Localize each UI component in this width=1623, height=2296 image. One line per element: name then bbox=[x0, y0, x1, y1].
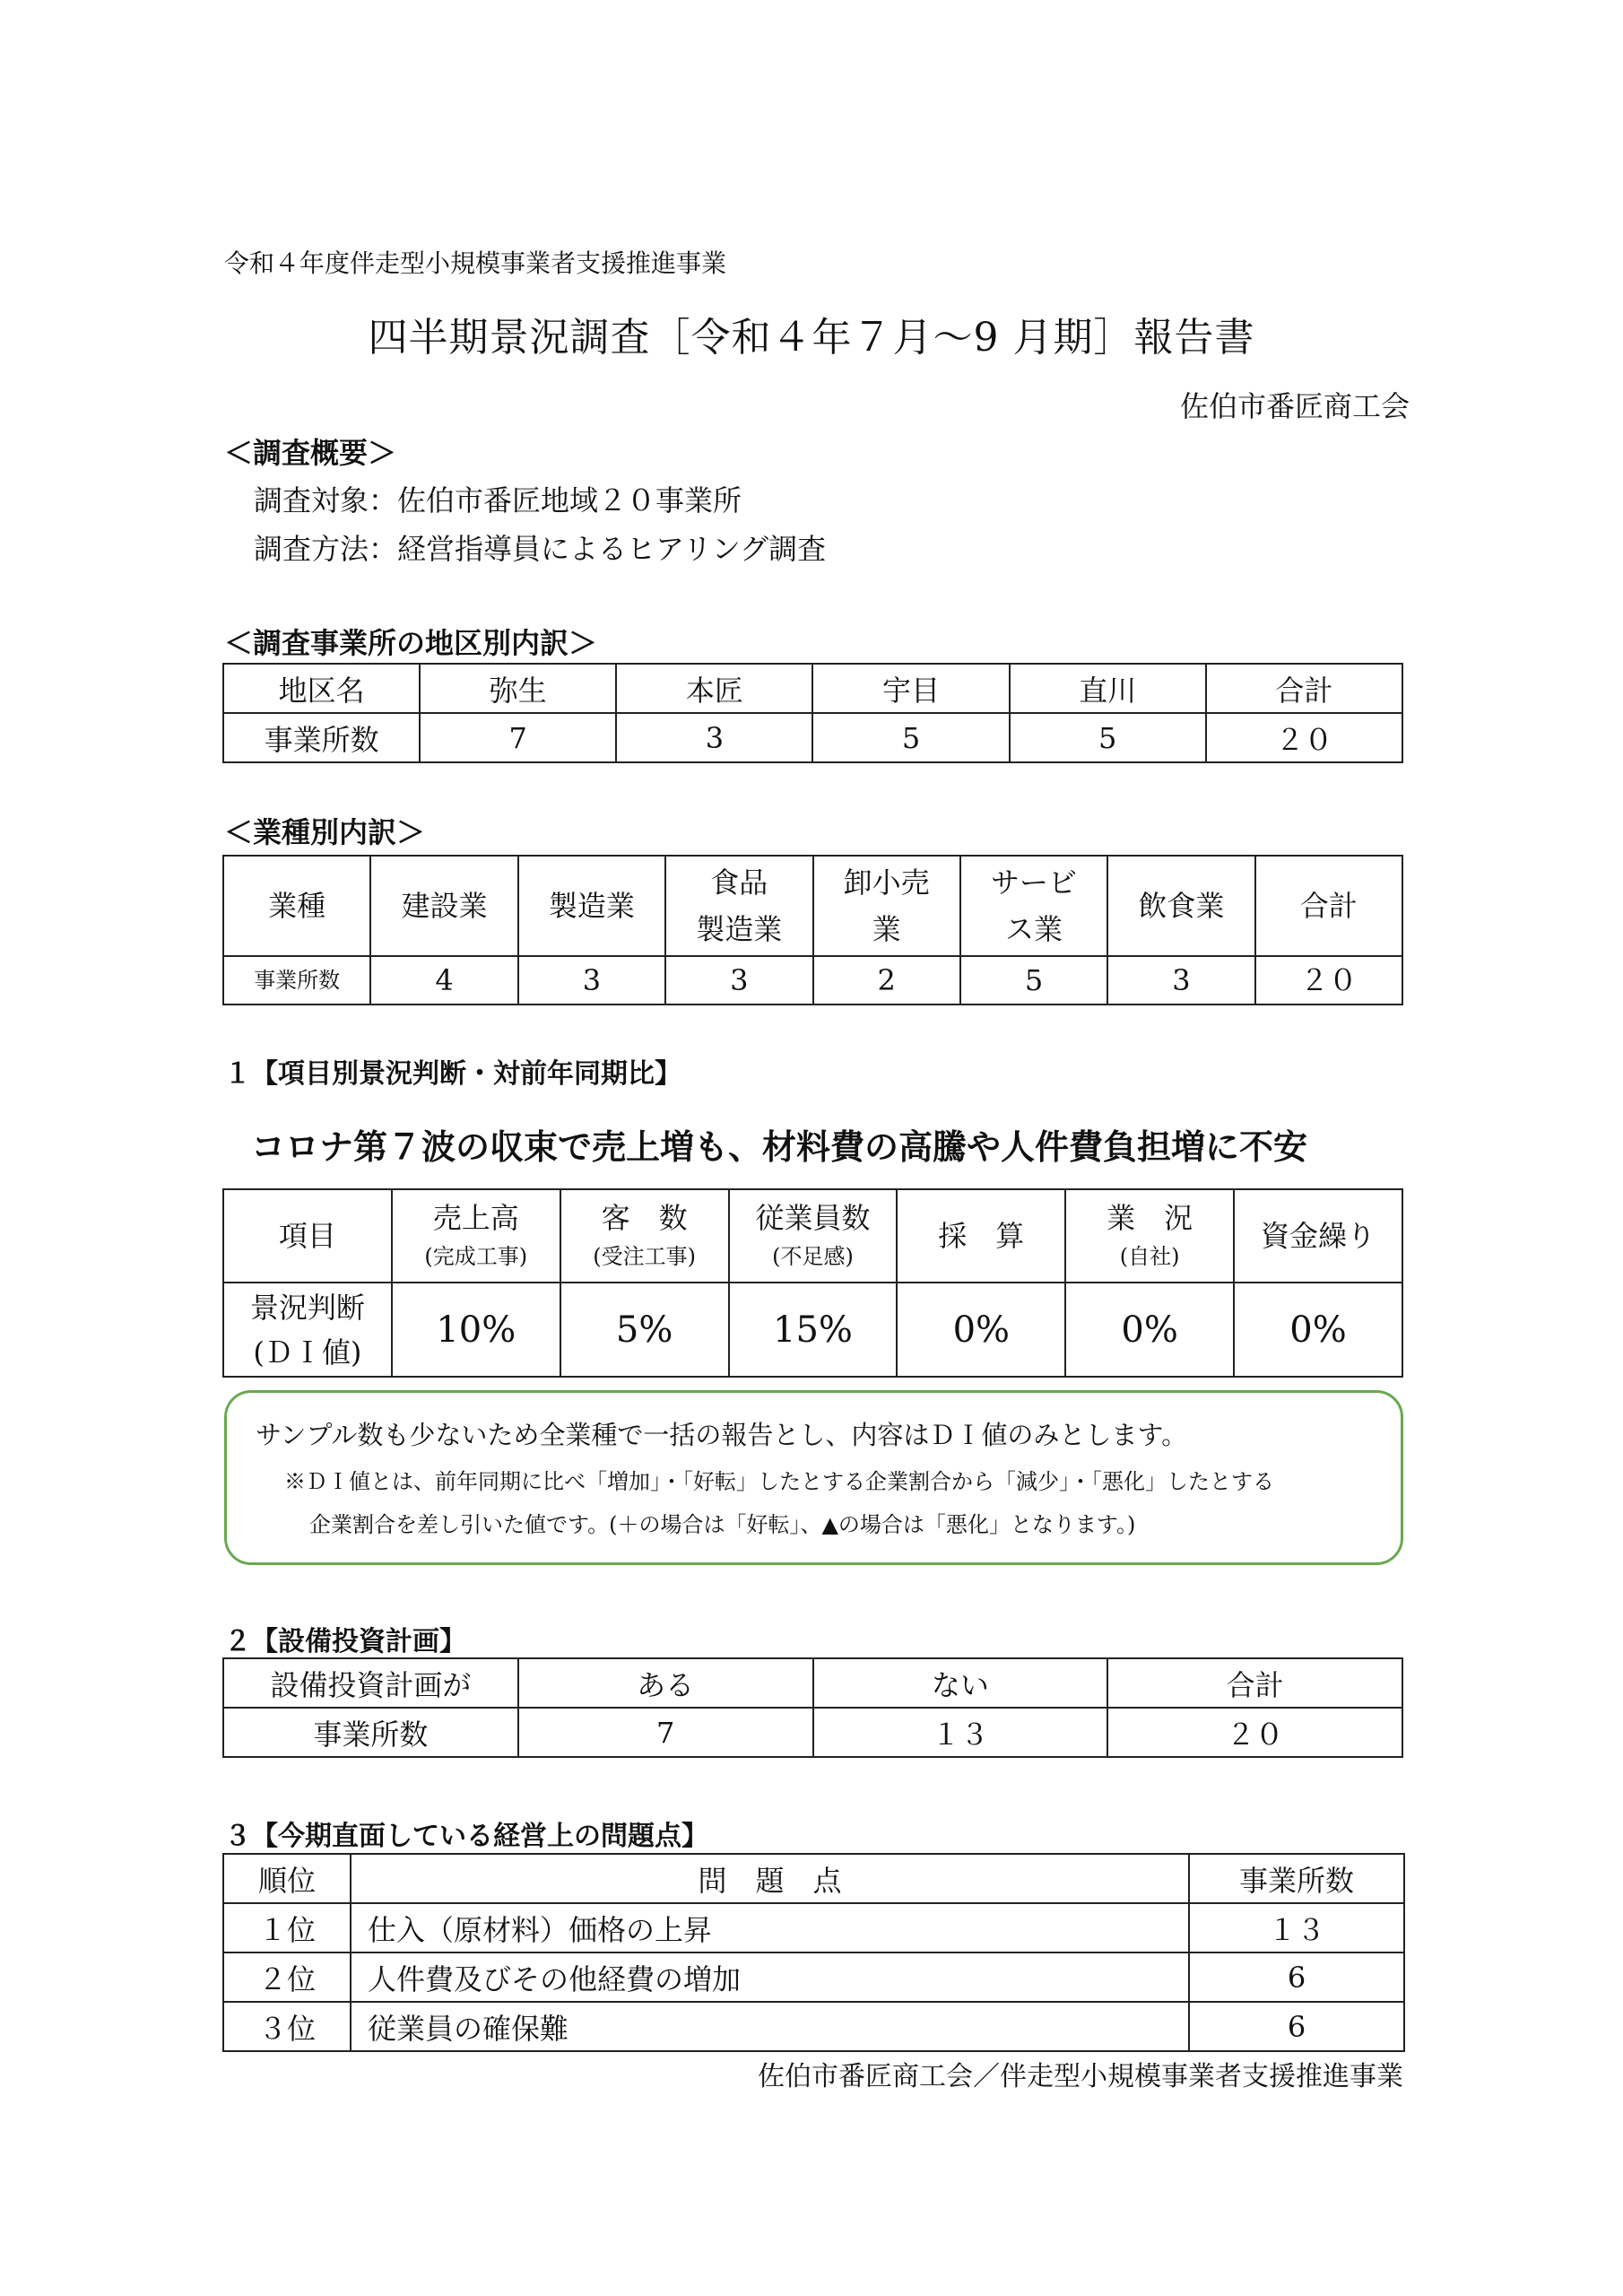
note-line-1: サンプル数も少ないため全業種で一括の報告とし、内容はＤＩ値のみとします。 bbox=[256, 1420, 1188, 1450]
table-cell: 事業所数 bbox=[223, 956, 370, 1004]
table-header-cell: 合計 bbox=[1107, 1658, 1402, 1708]
area-breakdown-heading: ＜調査事業所の地区別内訳＞ bbox=[224, 626, 598, 660]
overview-heading: ＜調査概要＞ bbox=[224, 436, 397, 470]
table-row bbox=[223, 1952, 1404, 2002]
table-row bbox=[223, 1903, 1404, 1952]
organization-name: 佐伯市番匠商工会 bbox=[1179, 389, 1410, 423]
table-cell: 5 bbox=[1010, 713, 1206, 762]
table-cell: 7 bbox=[420, 713, 616, 762]
table-cell: 3 bbox=[518, 956, 665, 1004]
count-cell: 6 bbox=[1189, 2002, 1404, 2051]
table-header-cell: 飲食業 bbox=[1107, 856, 1254, 956]
industry-breakdown-heading: ＜業種別内訳＞ bbox=[224, 815, 426, 849]
table-header-row bbox=[223, 1189, 1402, 1283]
investment-plan-table bbox=[222, 1657, 1403, 1758]
section1-heading: １【項目別景況判断・対前年同期比】 bbox=[224, 1058, 681, 1090]
table-header-cell: 業種 bbox=[223, 856, 370, 956]
table-cell: ２０ bbox=[1107, 1708, 1402, 1757]
table-cell: 7 bbox=[518, 1708, 813, 1757]
table-header-cell: 売上高 (完成工事) bbox=[392, 1189, 560, 1283]
table-row bbox=[223, 956, 1402, 1004]
issue-cell: 従業員の確保難 bbox=[351, 2002, 1189, 2051]
problems-table bbox=[222, 1853, 1405, 2052]
table-row bbox=[223, 1708, 1402, 1757]
table-header-row bbox=[223, 856, 1402, 956]
count-cell: 6 bbox=[1189, 1952, 1404, 2002]
table-cell: １３ bbox=[813, 1708, 1108, 1757]
table-row bbox=[223, 1283, 1402, 1377]
rank-cell: １位 bbox=[223, 1903, 351, 1952]
table-header-cell: 順位 bbox=[223, 1854, 351, 1903]
table-cell: ２０ bbox=[1206, 713, 1402, 762]
table-header-cell: 項目 bbox=[223, 1189, 392, 1283]
di-value: 15% bbox=[729, 1283, 898, 1377]
table-header-cell: 直川 bbox=[1010, 664, 1206, 713]
table-header-cell: 客 数 (受注工事) bbox=[560, 1189, 729, 1283]
table-header-cell: 資金繰り bbox=[1234, 1189, 1402, 1283]
table-cell: 事業所数 bbox=[223, 1708, 518, 1757]
area-breakdown-table bbox=[222, 663, 1403, 763]
table-header-cell: 弥生 bbox=[420, 664, 616, 713]
project-line: 令和４年度伴走型小規模事業者支援推進事業 bbox=[224, 248, 727, 278]
table-header-cell: 合計 bbox=[1255, 856, 1402, 956]
table-cell: 3 bbox=[616, 713, 812, 762]
table-header-row bbox=[223, 664, 1402, 713]
section3-heading: ３【今期直面している経営上の問題点】 bbox=[224, 1821, 708, 1852]
table-header-cell: ある bbox=[518, 1658, 813, 1708]
survey-target: 調査対象：佐伯市番匠地域２０事業所 bbox=[254, 483, 742, 517]
section1-headline: コロナ第７波の収束で売上増も、材料費の高騰や人件費負担増に不安 bbox=[251, 1127, 1308, 1167]
count-cell: １３ bbox=[1189, 1903, 1404, 1952]
footer-text: 佐伯市番匠商工会／伴走型小規模事業者支援推進事業 bbox=[758, 2061, 1403, 2092]
di-value: 5% bbox=[560, 1283, 729, 1377]
di-value: 0% bbox=[1065, 1283, 1234, 1377]
table-header-cell: 設備投資計画が bbox=[223, 1658, 518, 1708]
di-table bbox=[222, 1188, 1403, 1378]
note-line-2: ※ＤＩ値とは、前年同期に比べ「増加」・「好転」したとする企業割合から「減少」・「悪化」したとする bbox=[284, 1469, 1274, 1494]
issue-cell: 人件費及びその他経費の増加 bbox=[351, 1952, 1189, 2002]
table-header-cell: 合計 bbox=[1206, 664, 1402, 713]
note-line-3: 企業割合を差し引いた値です。(＋の場合は「好転」、▲の場合は「悪化」となります。) bbox=[309, 1512, 1136, 1537]
di-value: 10% bbox=[392, 1283, 560, 1377]
table-header-cell: ない bbox=[813, 1658, 1108, 1708]
page-title: 四半期景況調査［令和４年７月～9 月期］報告書 bbox=[368, 315, 1255, 361]
table-header-cell: 本匠 bbox=[616, 664, 812, 713]
table-row bbox=[223, 713, 1402, 762]
issue-cell: 仕入（原材料）価格の上昇 bbox=[351, 1903, 1189, 1952]
di-value: 0% bbox=[1234, 1283, 1402, 1377]
table-header-cell: 問 題 点 bbox=[351, 1854, 1189, 1903]
rank-cell: ２位 bbox=[223, 1952, 351, 2002]
table-header-cell: 宇目 bbox=[812, 664, 1009, 713]
industry-breakdown-table bbox=[222, 855, 1403, 1005]
table-cell: ２０ bbox=[1255, 956, 1402, 1004]
section2-heading: ２【設備投資計画】 bbox=[224, 1626, 466, 1657]
table-header-row bbox=[223, 1854, 1404, 1903]
table-header-cell: サービ ス業 bbox=[960, 856, 1107, 956]
table-header-cell: 事業所数 bbox=[1189, 1854, 1404, 1903]
table-header-cell: 卸小売 業 bbox=[813, 856, 960, 956]
table-header-cell: 従業員数 (不足感) bbox=[729, 1189, 898, 1283]
table-cell: 事業所数 bbox=[223, 713, 420, 762]
di-value: 0% bbox=[897, 1283, 1065, 1377]
table-row-label: 景況判断 (ＤＩ値) bbox=[223, 1283, 392, 1377]
table-cell: 3 bbox=[665, 956, 812, 1004]
table-header-cell: 地区名 bbox=[223, 664, 420, 713]
table-header-cell: 建設業 bbox=[370, 856, 517, 956]
table-header-cell: 採 算 bbox=[897, 1189, 1065, 1283]
table-cell: 4 bbox=[370, 956, 517, 1004]
table-header-cell: 業 況 (自社) bbox=[1065, 1189, 1234, 1283]
table-cell: 3 bbox=[1107, 956, 1254, 1004]
table-cell: 5 bbox=[812, 713, 1009, 762]
survey-method: 調査方法：経営指導員によるヒアリング調査 bbox=[254, 532, 827, 566]
table-cell: 5 bbox=[960, 956, 1107, 1004]
table-header-cell: 製造業 bbox=[518, 856, 665, 956]
table-header-row bbox=[223, 1658, 1402, 1708]
rank-cell: ３位 bbox=[223, 2002, 351, 2051]
table-cell: 2 bbox=[813, 956, 960, 1004]
table-header-cell: 食品 製造業 bbox=[665, 856, 812, 956]
table-row bbox=[223, 2002, 1404, 2051]
